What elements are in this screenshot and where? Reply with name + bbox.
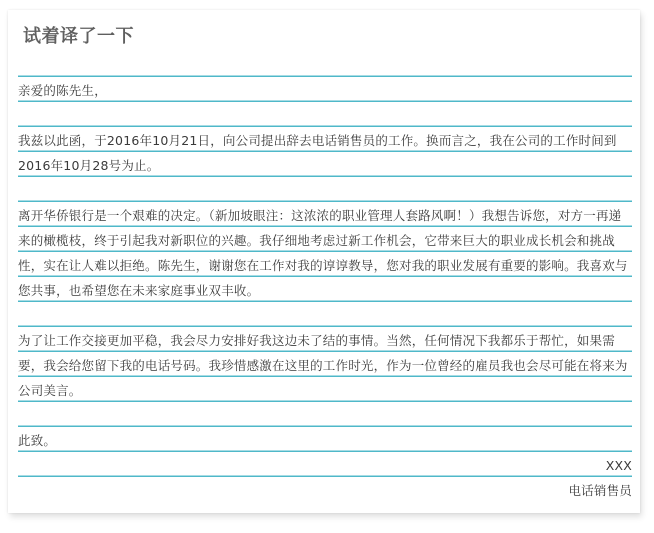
blank-line — [18, 178, 632, 203]
blank-line — [18, 303, 632, 328]
greeting: 亲爱的陈先生， — [18, 83, 107, 98]
blank-line — [18, 53, 632, 78]
paragraph-handover: 为了让工作交接更加平稳，我会尽力安排好我这边未了结的事情。当然，任何情况下我都乐于帮忙，如果需要，我会给您留下我的电话号码。我珍惜感激在这里的工作时光，作为一位曾经的雇员我也会尽可能在将来为公司美言。 — [18, 333, 628, 398]
lined-paper — [18, 53, 632, 501]
paragraph-reason: 离开华侨银行是一个艰难的决定。（新加坡眼注：这浓浓的职业管理人套路风啊！）我想告诉您，对方一再递来的橄榄枝，终于引起我对新职位的兴趣。我仔细地考虑过新工作机会，它带来巨大的职业成长机会和挑战性，实在让人难以拒绝。陈先生，谢谢您在工作对我的谆谆教导，您对我的职业发展有重要的影响。我喜欢与您共事，也希望您在未来家庭事业双丰收。 — [18, 208, 628, 298]
letter-card — [8, 10, 640, 513]
signature-name: XXX — [605, 458, 632, 473]
signature-title: 电话销售员 — [568, 483, 632, 498]
page-title: 试着译了一下 — [23, 26, 134, 47]
blank-line — [18, 403, 632, 428]
blank-line — [18, 103, 632, 128]
closing: 此致。 — [18, 433, 57, 448]
paragraph-resignation-notice: 我兹以此函，于2016年10月21日，向公司提出辞去电话销售员的工作。换而言之，我在公司的工作时间到2016年10月28号为止。 — [18, 133, 617, 173]
